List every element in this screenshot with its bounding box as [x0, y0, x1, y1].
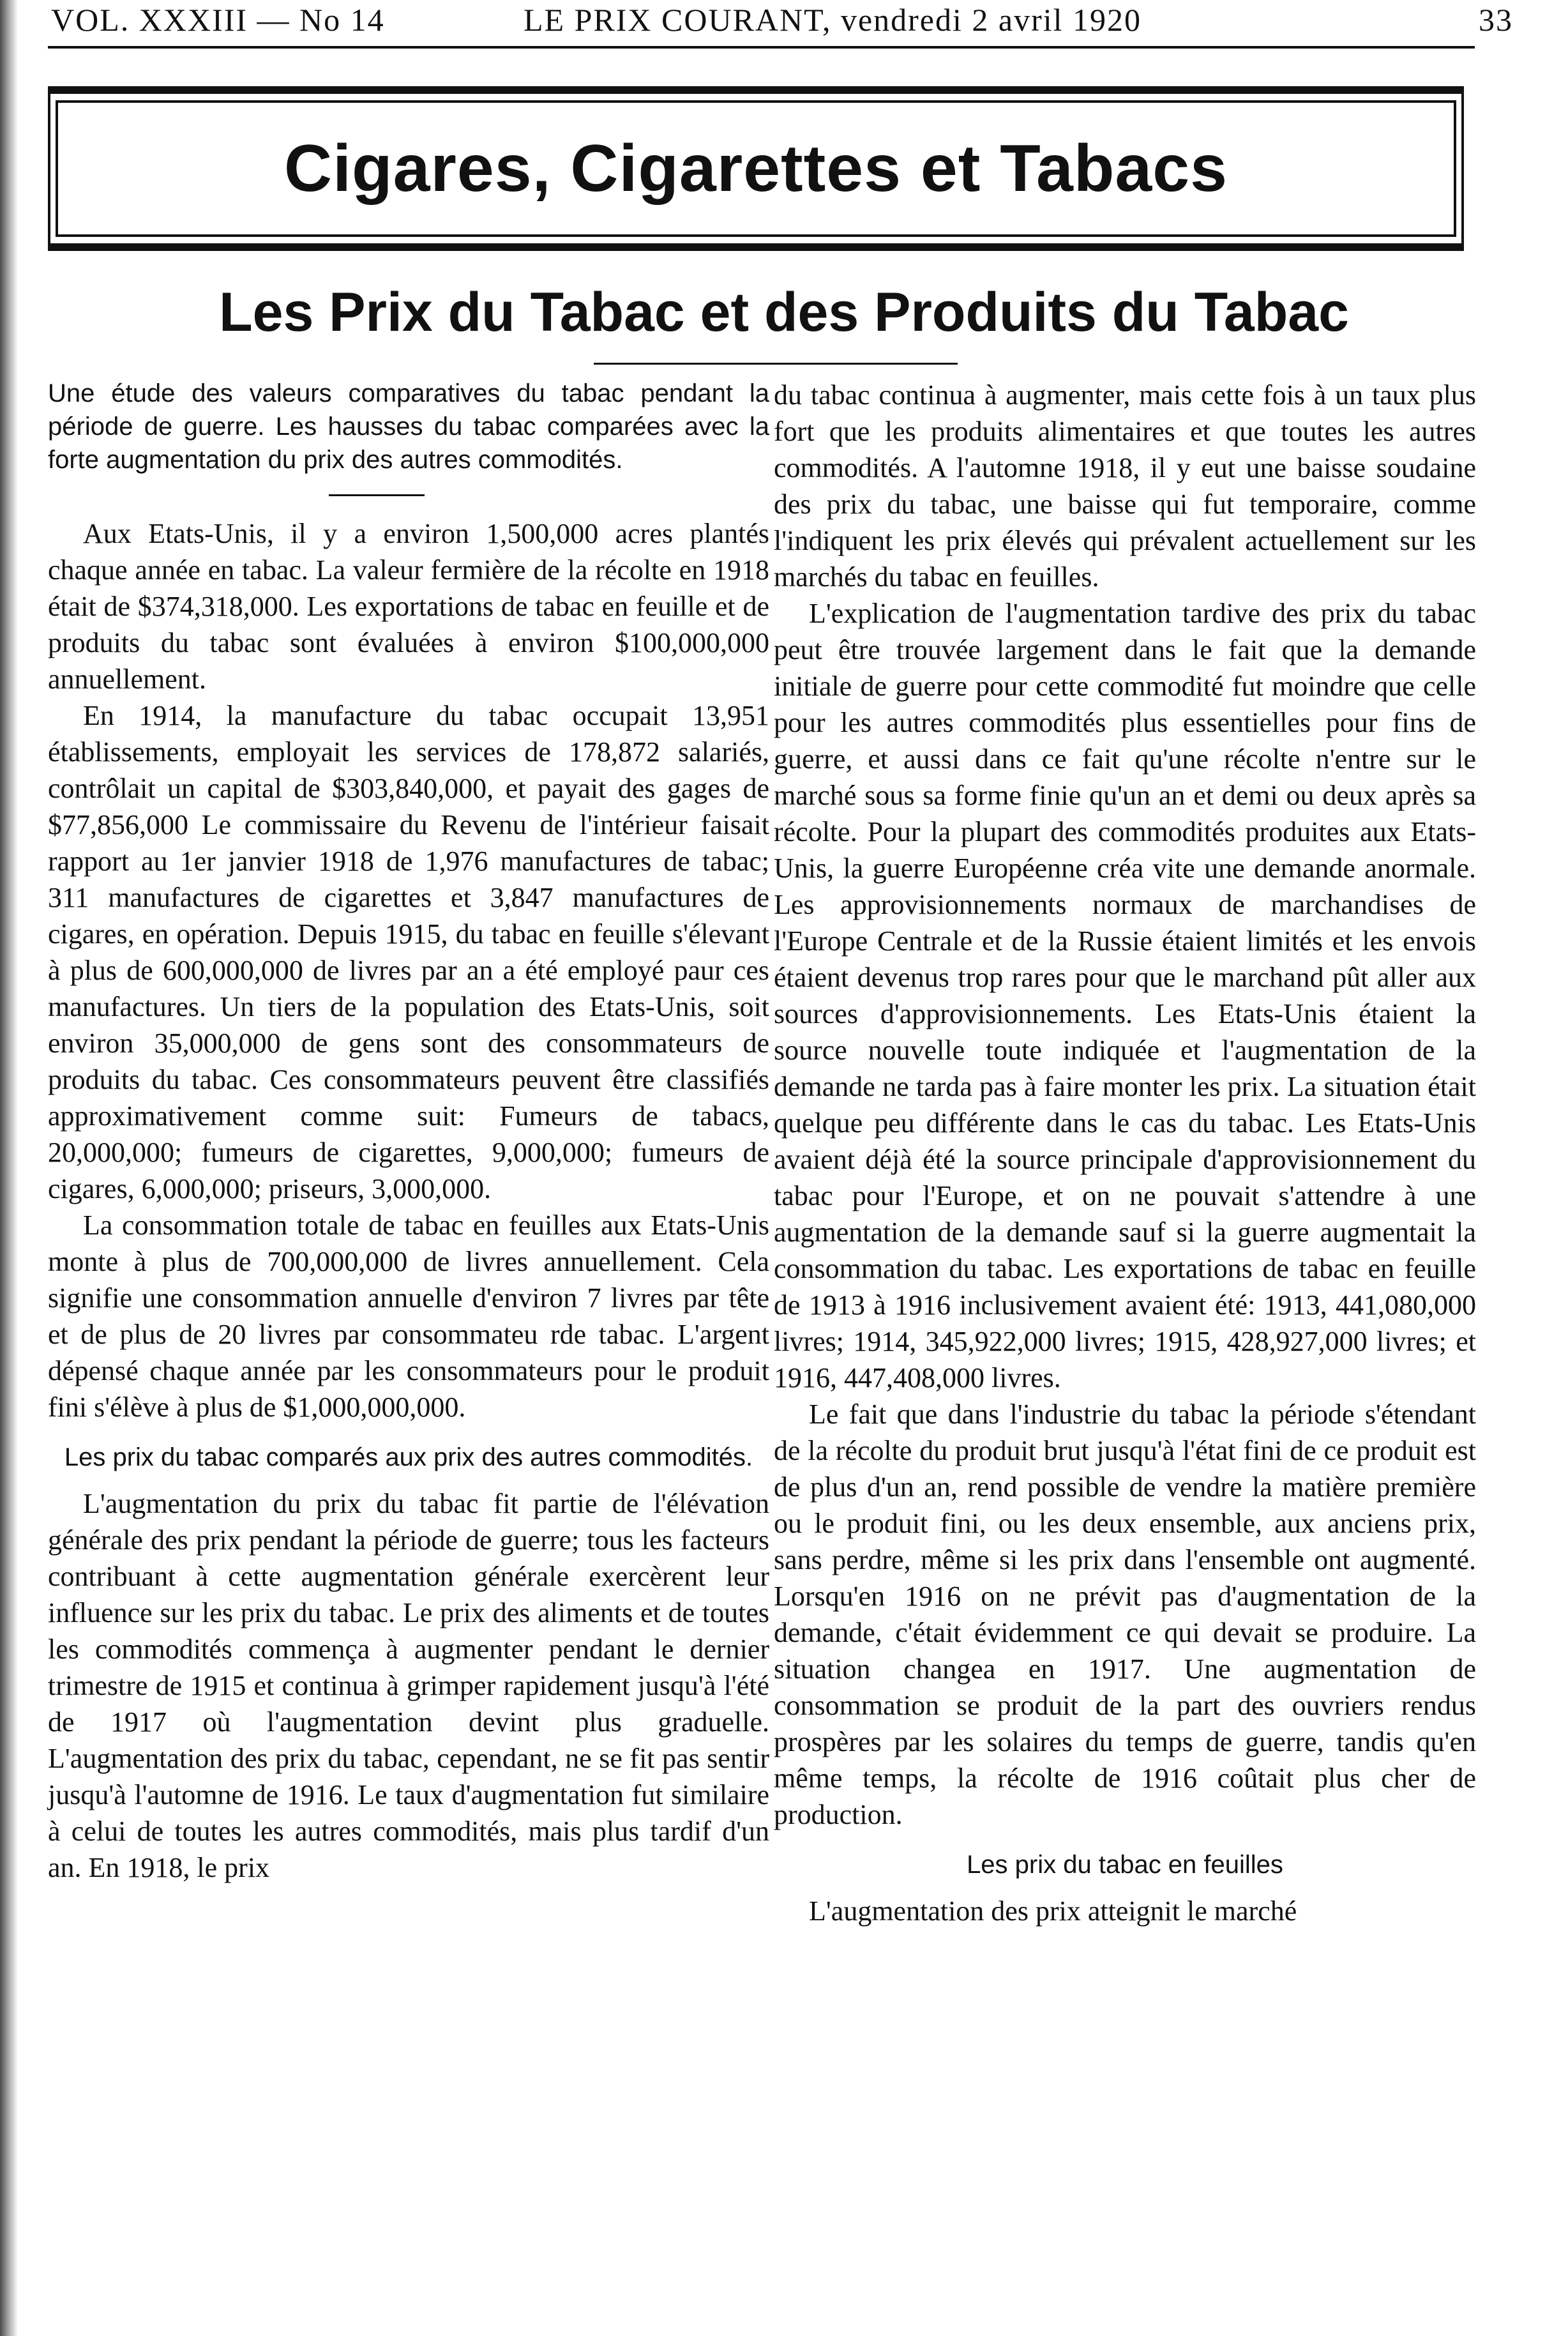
- section-banner: [48, 86, 1464, 251]
- intro-rule: [329, 494, 425, 496]
- paragraph: L'augmentation des prix atteignit le marché: [809, 1895, 1297, 1927]
- page-number: 33: [1479, 2, 1513, 38]
- title-rule: [594, 363, 958, 365]
- subheading: Les prix du tabac en feuilles: [967, 1851, 1283, 1879]
- paragraph: La consommation totale de tabac en feuilles aux Etats-Unis monte à plus de 700,000,000 de livres annuellement. Cela signifie une consommation annuelle d'environ 7 livres par tête et de plus de 20 livres par consommateu rde tabac. L'argent dépensé chaque année par les consommateurs pour le produit fini s'élève à plus de $1,000,000,000.: [48, 1210, 769, 1423]
- left-column: [48, 377, 769, 1886]
- section-banner-inner-frame: [56, 100, 1456, 237]
- article-title: Les Prix du Tabac et des Produits du Tabac: [219, 282, 1349, 343]
- subheading: Les prix du tabac comparés aux prix des autres commodités.: [64, 1443, 753, 1471]
- scan-edge-shadow: [0, 0, 18, 2336]
- right-column: [774, 377, 1476, 1929]
- newspaper-dateline: LE PRIX COURANT, vendredi 2 avril 1920: [524, 2, 1142, 38]
- paragraph: Le fait que dans l'industrie du tabac la période s'étendant de la récolte du produit brut jusqu'à l'état fini de ce produit est de plus d'un an, rend possible de vendre la matière première ou le produit fini, ou les deux ensemble, aux anciens prix, sans perdre, même si les prix dans l'ensemble ont augmenté. Lorsqu'en 1916 on ne prévit pas d'augmentation de la demande, c'était évidemment ce qui devait se produire. La situation changea en 1917. Une augmentation de consommation se produit de la part des ouvriers rendus prospères par les solaires du temps de guerre, tandis qu'en même temps, la récolte de 1916 coûtait plus cher de production.: [774, 1399, 1476, 1830]
- section-title: Cigares, Cigarettes et Tabacs: [284, 131, 1228, 206]
- paragraph: Aux Etats-Unis, il y a environ 1,500,000 acres plantés chaque année en tabac. La valeur fermière de la récolte en 1918 était de $374,318,000. Les exportations de tabac en feuille et de produits du tabac sont évaluées à environ $100,000,000 annuellement.: [48, 518, 769, 695]
- volume-number: VOL. XXXIII — No 14: [51, 2, 385, 38]
- paragraph: L'explication de l'augmentation tardive des prix du tabac peut être trouvée largement dans le fait que la demande initiale de guerre pour cette commodité fut moindre que celle pour les autres commodités plus essentielles pour fins de guerre, et aussi dans ce fait qu'une récolte n'entre sur le marché sous sa forme finie qu'un an et demi ou deux après sa récolte. Pour la plupart des commodités produites aux Etats-Unis, la guerre Européenne créa vite une demande anormale. Les approvisionnements normaux de marchandises de l'Europe Centrale et de la Russie étaient limités et les envois étaient devenus trop rares pour que le marchand pût aller aux sources d'approvisionnements. Les Etats-Unis étaient la source nouvelle toute indiquée et l'augmentation de la demande ne tarda pas à faire monter les prix. La situation était quelque peu différente dans le cas du tabac. Les Etats-Unis avaient déjà été la source principale d'approvisionnement du tabac pour l'Europe, et on ne pouvait s'attendre à une augmentation de la demande sauf si la guerre augmentait la consommation du tabac. Les exportations de tabac en feuille de 1913 à 1916 inclusivement avaient été: 1913, 441,080,000 livres; 1914, 345,922,000 livres; 1915, 428,927,000 livres; et 1916, 447,408,000 livres.: [774, 598, 1476, 1393]
- paragraph: En 1914, la manufacture du tabac occupait 13,951 établissements, employait les services de 178,872 salariés, contrôlait un capital de $303,840,000, et payait des gages de $77,856,000 Le commissaire du Revenu de l'intérieur faisait rapport au 1er janvier 1918 de 1,976 manufactures de tabac; 311 manufactures de cigarettes et 3,847 manufactures de cigares, en opération. Depuis 1915, du tabac en feuille s'élevant à plus de 600,000,000 de livres par an a été employé paur ces manufactures. Un tiers de la population des Etats-Unis, soit environ 35,000,000 de gens sont des consommateurs de produits du tabac. Ces consommateurs peuvent être classifiés approximativement comme suit: Fumeurs de tabacs, 20,000,000; fumeurs de cigarettes, 9,000,000; fumeurs de cigares, 6,000,000; priseurs, 3,000,000.: [48, 700, 769, 1204]
- paragraph: du tabac continua à augmenter, mais cette fois à un taux plus fort que les produits alimentaires et que toutes les autres commodités. A l'automne 1918, il y eut une baisse soudaine des prix du tabac, une baisse qui fut temporaire, comme l'indiquent les prix élevés qui prévalent actuellement sur les marchés du tabac en feuilles.: [774, 379, 1476, 593]
- header-rule: [48, 46, 1475, 49]
- article-intro: Une étude des valeurs comparatives du tabac pendant la période de guerre. Les hausses du tabac comparées avec la forte augmentation du prix des autres commodités.: [48, 379, 769, 474]
- running-head: [51, 0, 1513, 45]
- paragraph: L'augmentation du prix du tabac fit partie de l'élévation générale des prix pendant la période de guerre; tous les facteurs contribuant à cette augmentation générale exercèrent leur influence sur les prix du tabac. Le prix des aliments et de toutes les commodités commença à augmenter pendant le dernier trimestre de 1915 et continua à grimper rapidement jusqu'à l'été de 1917 où l'augmentation devint plus graduelle. L'augmentation des prix du tabac, cependant, ne se fit pas sentir jusqu'à l'automne de 1916. Le taux d'augmentation fut similaire à celui de toutes les autres commodités, mais plus tardif d'un an. En 1918, le prix: [48, 1488, 769, 1883]
